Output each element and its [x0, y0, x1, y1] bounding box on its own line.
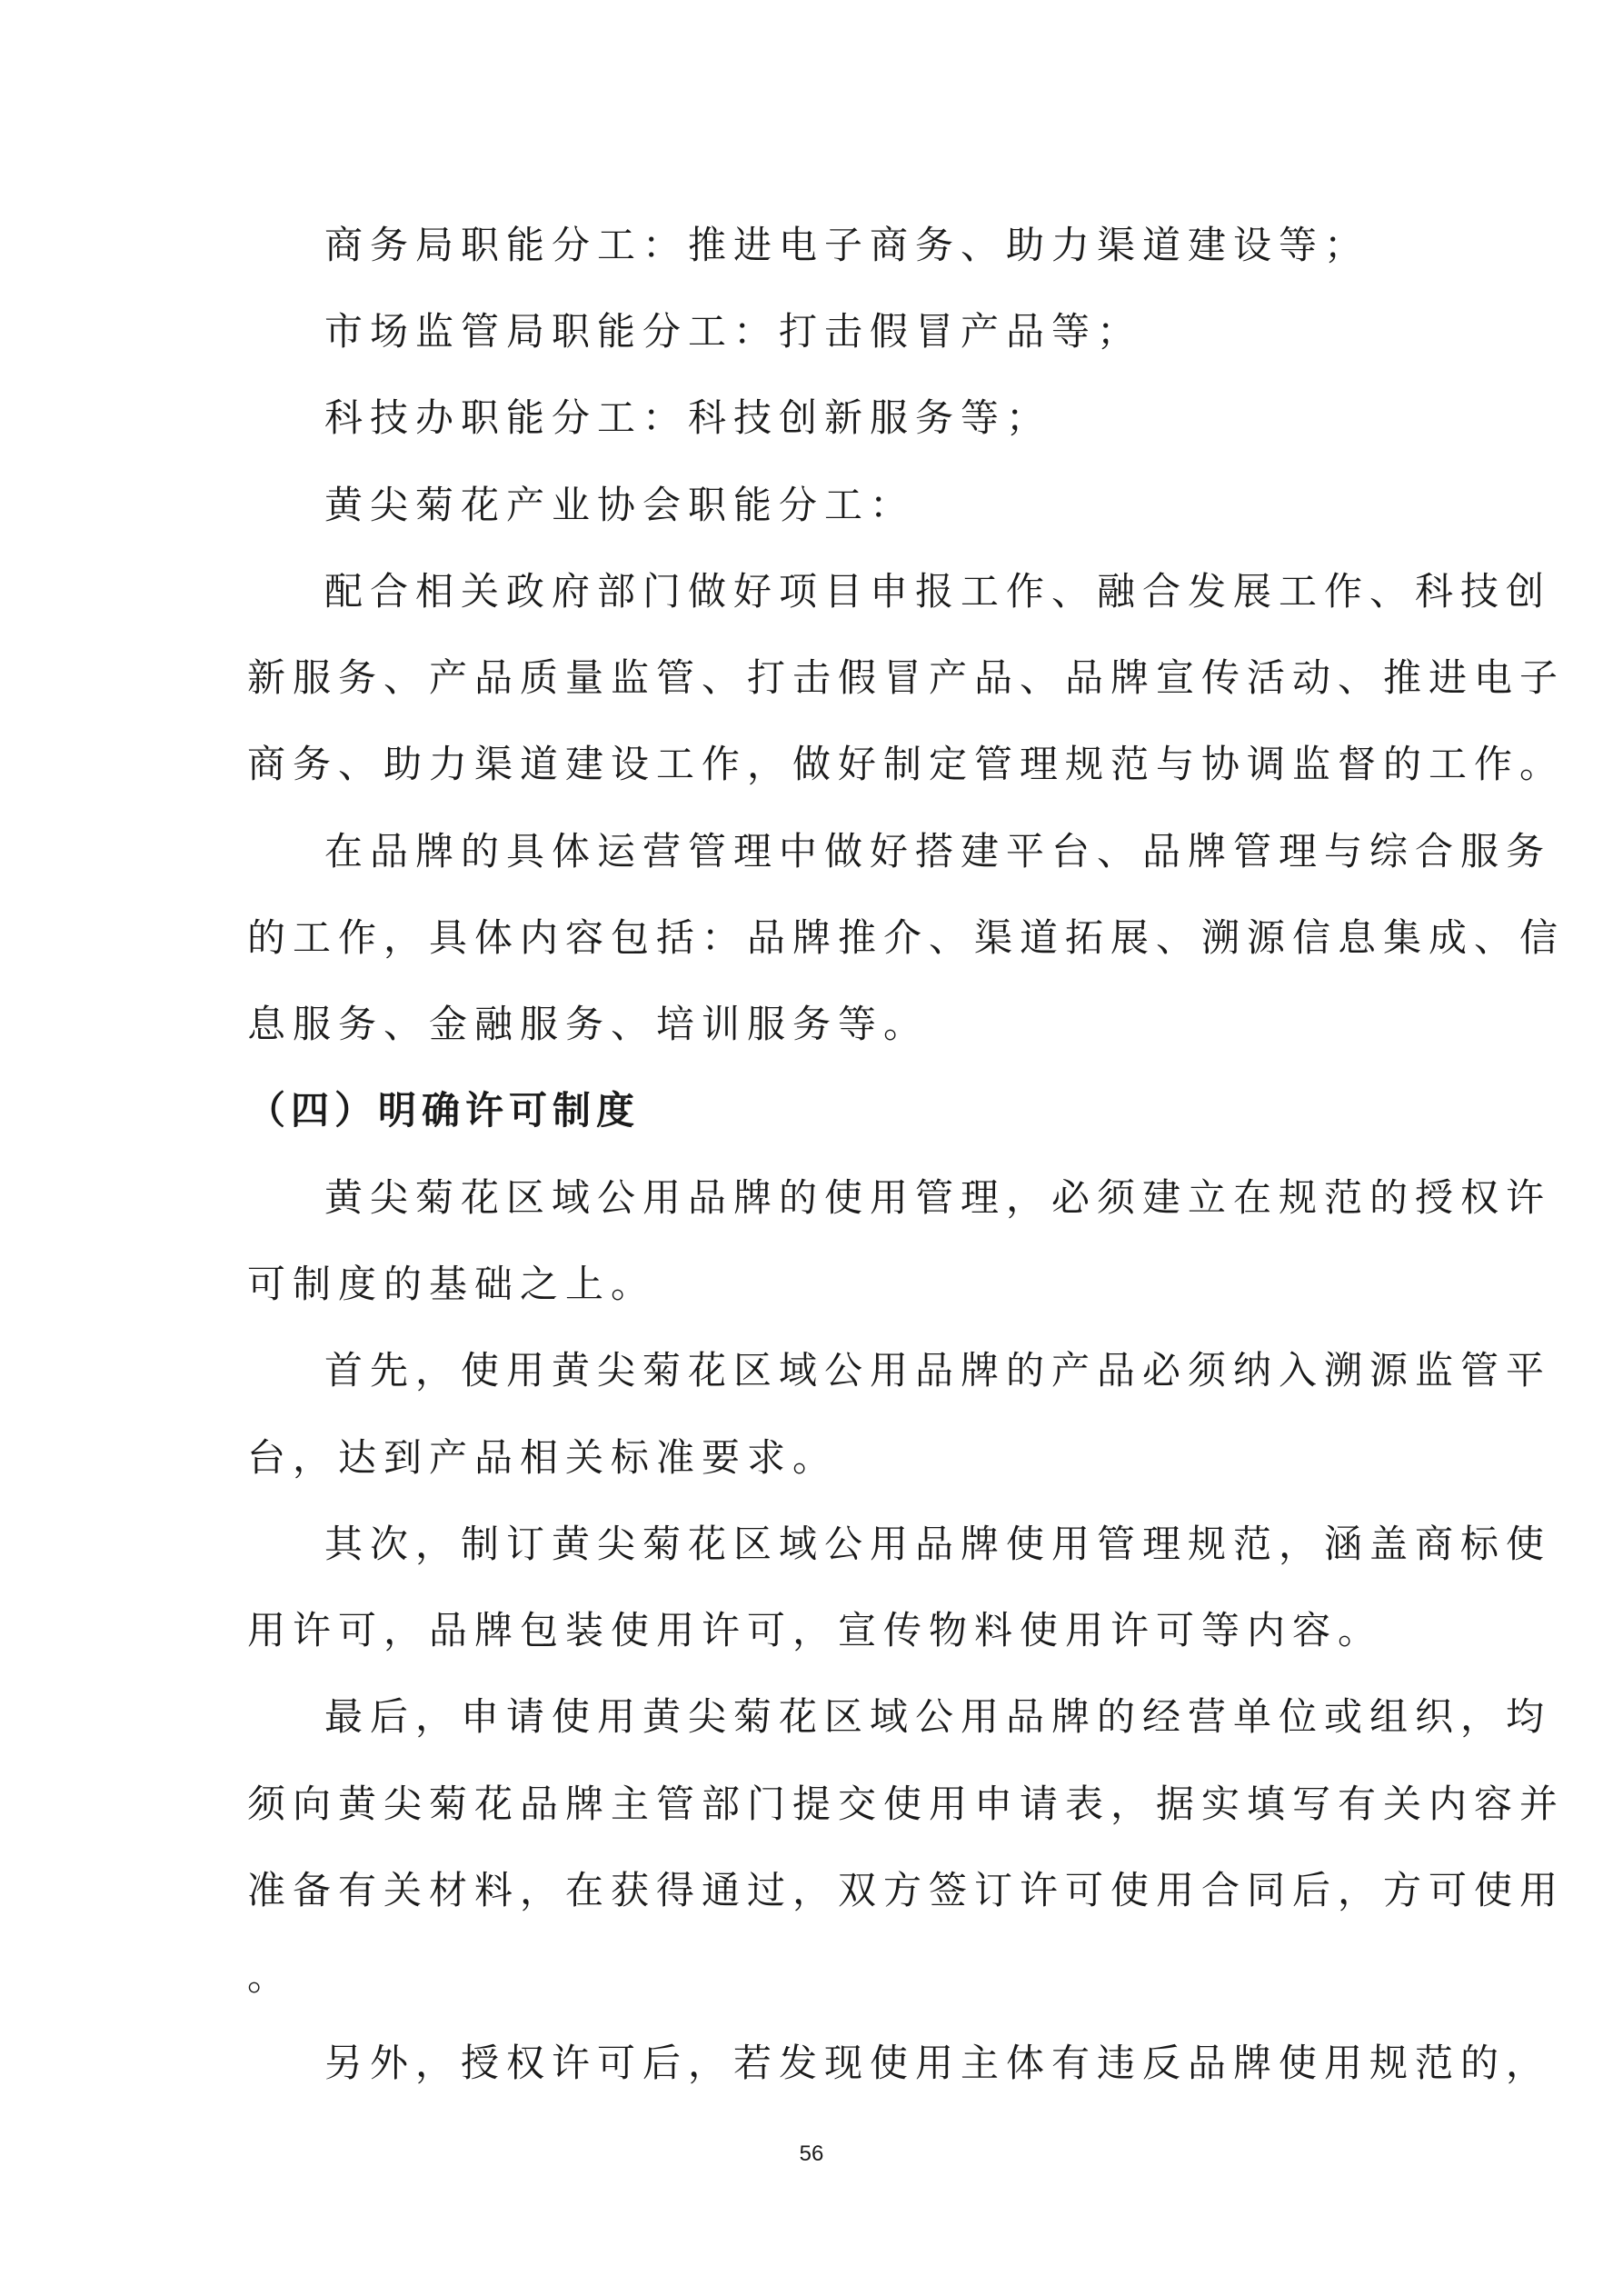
- paragraph-line: 商务局职能分工：推进电子商务、助力渠道建设等；: [324, 223, 1370, 267]
- paragraph-line: 黄尖菊花产业协会职能分工：: [324, 483, 916, 527]
- paragraph-line: 新服务、产品质量监管、打击假冒产品、品牌宣传活动、推进电子: [247, 655, 1566, 700]
- paragraph-line: 首先，使用黄尖菊花区域公用品牌的产品必须纳入溯源监管平: [324, 1348, 1552, 1393]
- paragraph-line: 的工作，具体内容包括：品牌推介、渠道拓展、溯源信息集成、信: [247, 915, 1566, 960]
- paragraph-line: 在品牌的具体运营管理中做好搭建平台、品牌管理与综合服务: [324, 829, 1552, 873]
- paragraph-line: 商务、助力渠道建设工作，做好制定管理规范与协调监督的工作。: [247, 742, 1566, 786]
- paragraph-line: 其次，制订黄尖菊花区域公用品牌使用管理规范，涵盖商标使: [324, 1522, 1552, 1566]
- paragraph-line: 须向黄尖菊花品牌主管部门提交使用申请表，据实填写有关内容并: [247, 1782, 1566, 1826]
- paragraph-line: 可制度的基础之上。: [247, 1262, 657, 1306]
- paragraph-line: 科技办职能分工：科技创新服务等；: [324, 395, 1052, 440]
- section-heading: （四）明确许可制度: [247, 1088, 641, 1133]
- paragraph-line: 最后，申请使用黄尖菊花区域公用品牌的经营单位或组织，均: [324, 1694, 1552, 1739]
- paragraph-line: 台，达到产品相关标准要求。: [247, 1435, 839, 1480]
- paragraph-line: 息服务、金融服务、培训服务等。: [247, 1002, 930, 1046]
- paragraph-line: 另外，授权许可后，若发现使用主体有违反品牌使用规范的，: [324, 2041, 1552, 2085]
- paragraph-line: 配合相关政府部门做好项目申报工作、融合发展工作、科技创: [324, 569, 1552, 614]
- page-number: 56: [799, 2141, 824, 2166]
- paragraph-line: 黄尖菊花区域公用品牌的使用管理，必须建立在规范的授权许: [324, 1175, 1552, 1220]
- paragraph-line: 。: [247, 1954, 294, 1999]
- paragraph-line: 准备有关材料，在获得通过，双方签订许可使用合同后，方可使用: [247, 1868, 1566, 1912]
- paragraph-line: 市场监管局职能分工：打击假冒产品等；: [324, 309, 1143, 354]
- paragraph-line: 用许可，品牌包装使用许可，宣传物料使用许可等内容。: [247, 1608, 1384, 1652]
